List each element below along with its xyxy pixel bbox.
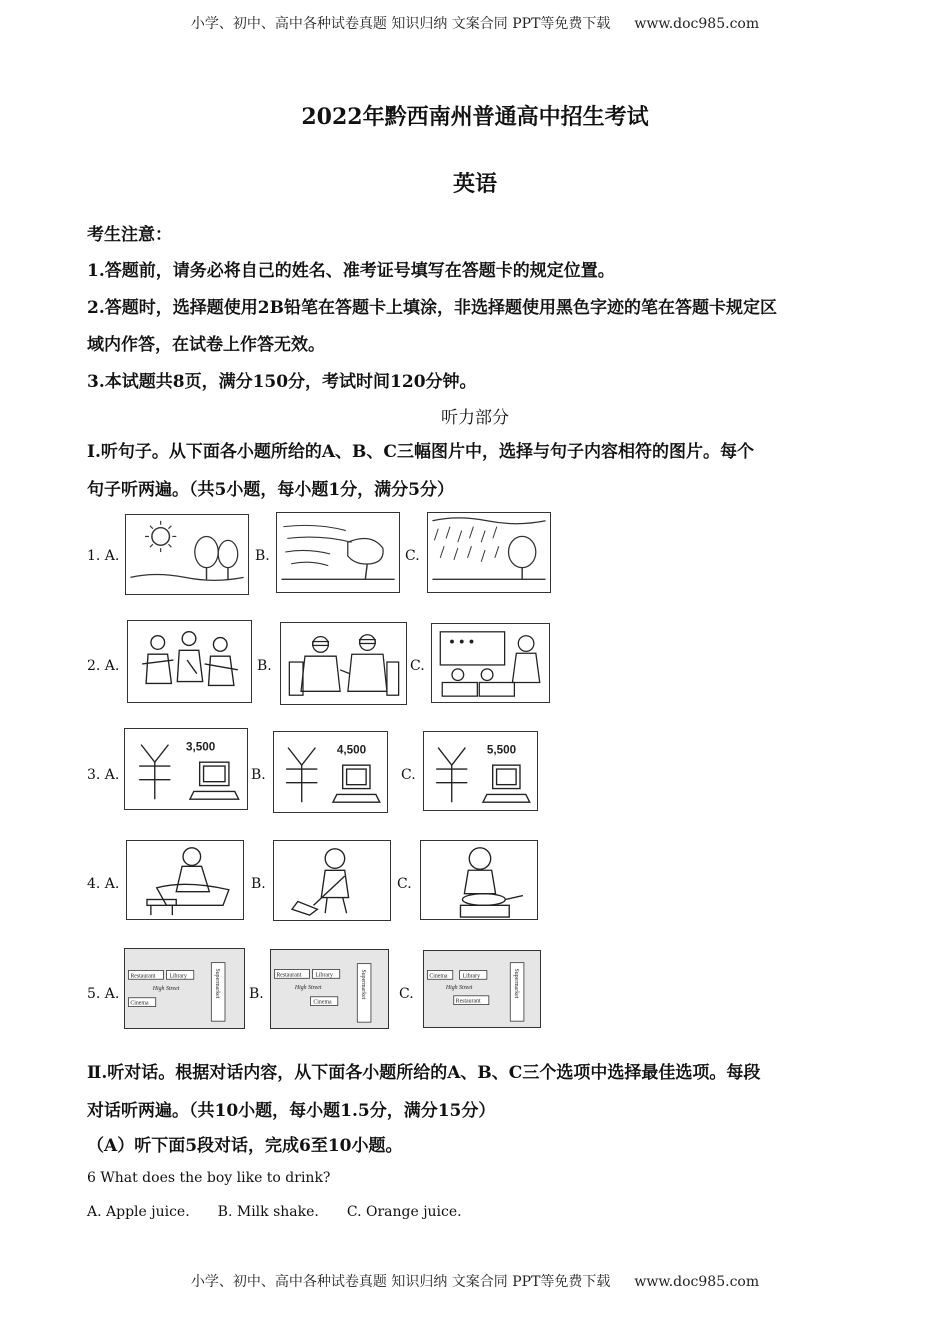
svg-text:Supermarket: Supermarket — [214, 968, 221, 999]
q4-label-c: C. — [397, 876, 412, 892]
svg-text:Library: Library — [169, 973, 187, 980]
movie-audience-icon — [281, 623, 406, 704]
q5-label-a: 5. A. — [87, 986, 120, 1002]
q5-map-b[interactable] — [270, 949, 389, 1029]
svg-text:Cinema: Cinema — [313, 999, 332, 1006]
q4-picture-c-cooking[interactable] — [420, 840, 538, 920]
q1-label-c: C. — [405, 548, 420, 564]
footer-site[interactable]: www.doc985.com — [634, 1274, 760, 1290]
listening-heading: 听力部分 — [441, 408, 509, 428]
q2-picture-c-classroom[interactable] — [431, 623, 550, 703]
q3-price-c: 5,500 — [486, 743, 517, 757]
q6-stem: 6 What does the boy like to drink? — [87, 1170, 331, 1186]
svg-text:High Street: High Street — [294, 985, 322, 991]
computer-icon — [483, 765, 530, 802]
q5-map-c[interactable] — [423, 950, 541, 1028]
q5-label-b: B. — [249, 986, 264, 1002]
svg-text:Cinema: Cinema — [130, 1000, 149, 1007]
header-text: 小学、初中、高中各种试卷真题 知识归纳 文案合同 PPT等免费下载 — [190, 16, 611, 32]
boy-sweeping-icon — [274, 841, 390, 920]
street-map-icon — [424, 951, 540, 1027]
computer-icon — [333, 765, 380, 802]
exam-title: 2022年黔西南州普通高中招生考试 — [301, 104, 649, 130]
svg-text:Restaurant: Restaurant — [276, 972, 302, 979]
part1-instructions-2: 句子听两遍。（共5小题，每小题1分，满分5分） — [87, 480, 454, 500]
q6-choice-c[interactable]: C. Orange juice. — [346, 1204, 462, 1220]
q2-picture-b-cinema[interactable] — [280, 622, 407, 705]
q1-picture-b-windy[interactable] — [276, 512, 400, 593]
q4-picture-b-sweeping[interactable] — [273, 840, 391, 921]
notice-item-2-cont: 域内作答，在试卷上作答无效。 — [87, 335, 325, 355]
windy-icon — [277, 513, 399, 592]
yuan-icon — [139, 745, 170, 800]
q1-picture-a-sunny[interactable] — [125, 514, 249, 595]
q5-map-a[interactable] — [124, 948, 245, 1029]
q2-label-c: C. — [410, 658, 425, 674]
q6-choice-b[interactable]: B. Milk shake. — [217, 1204, 319, 1220]
exam-subject: 英语 — [452, 171, 497, 197]
section-a-heading: （A）听下面5段对话，完成6至10小题。 — [87, 1136, 403, 1156]
q1-picture-c-rainy[interactable] — [427, 512, 551, 593]
part1-instructions-1: Ⅰ.听句子。从下面各小题所给的A、B、C三幅图片中，选择与句子内容相符的图片。每个 — [87, 442, 754, 462]
sunny-icon — [126, 515, 248, 594]
musicians-icon — [128, 621, 251, 702]
svg-text:Supermarket: Supermarket — [513, 968, 520, 999]
page-header — [0, 13, 950, 33]
notice-heading: 考生注意： — [87, 225, 172, 245]
q3-price-b: 4,500 — [336, 743, 367, 757]
notice-item-1: 1.答题前，请务必将自己的姓名、准考证号填写在答题卡的规定位置。 — [87, 261, 615, 281]
q2-picture-a-band[interactable] — [127, 620, 252, 703]
boy-cooking-icon — [421, 841, 537, 919]
computer-icon — [190, 762, 239, 799]
svg-text:Supermarket: Supermarket — [360, 969, 367, 1000]
q4-label-a: 4. A. — [87, 876, 120, 892]
svg-text:Restaurant: Restaurant — [455, 998, 481, 1005]
q2-label-a: 2. A. — [87, 658, 120, 674]
yuan-icon — [286, 748, 317, 803]
q6-choice-a[interactable]: A. Apple juice. — [87, 1204, 190, 1220]
q3-picture-a[interactable] — [124, 728, 248, 810]
svg-text:High Street: High Street — [445, 985, 473, 991]
svg-text:Restaurant: Restaurant — [130, 973, 156, 980]
q4-label-b: B. — [251, 876, 266, 892]
yuan-icon — [436, 748, 467, 803]
svg-text:Cinema: Cinema — [429, 973, 448, 980]
svg-text:High Street: High Street — [152, 985, 180, 992]
part2-instructions-2: 对话听两遍。（共10小题，每小题1.5分，满分15分） — [87, 1101, 496, 1121]
q3-label-b: B. — [251, 767, 266, 783]
q3-price-a: 3,500 — [186, 740, 216, 754]
notice-item-3: 3.本试题共8页，满分150分，考试时间120分钟。 — [87, 372, 477, 392]
street-map-icon — [271, 950, 388, 1028]
street-map-icon — [125, 949, 244, 1028]
notice-item-2: 2.答题时，选择题使用2B铅笔在答题卡上填涂，非选择题使用黑色字迹的笔在答题卡规定区 — [87, 298, 777, 318]
q6-choices — [87, 1204, 490, 1220]
q3-label-a: 3. A. — [87, 767, 120, 783]
footer-text: 小学、初中、高中各种试卷真题 知识归纳 文案合同 PPT等免费下载 — [190, 1274, 611, 1290]
page-footer — [0, 1271, 950, 1291]
q4-picture-a-washing[interactable] — [126, 840, 244, 920]
svg-text:Library: Library — [462, 973, 480, 980]
q2-label-b: B. — [257, 658, 272, 674]
q5-label-c: C. — [399, 986, 414, 1002]
q1-label-a: 1. A. — [87, 548, 120, 564]
header-site[interactable]: www.doc985.com — [634, 16, 760, 32]
q3-picture-c[interactable] — [423, 731, 538, 811]
rainy-icon — [428, 513, 550, 592]
q3-label-c: C. — [401, 767, 416, 783]
svg-text:Library: Library — [315, 972, 333, 979]
q3-picture-b[interactable] — [273, 731, 388, 813]
girl-washing-icon — [127, 841, 243, 919]
classroom-icon — [432, 624, 549, 702]
part2-instructions-1: Ⅱ.听对话。根据对话内容，从下面各小题所给的A、B、C三个选项中选择最佳选项。每段 — [87, 1063, 761, 1083]
q1-label-b: B. — [255, 548, 270, 564]
